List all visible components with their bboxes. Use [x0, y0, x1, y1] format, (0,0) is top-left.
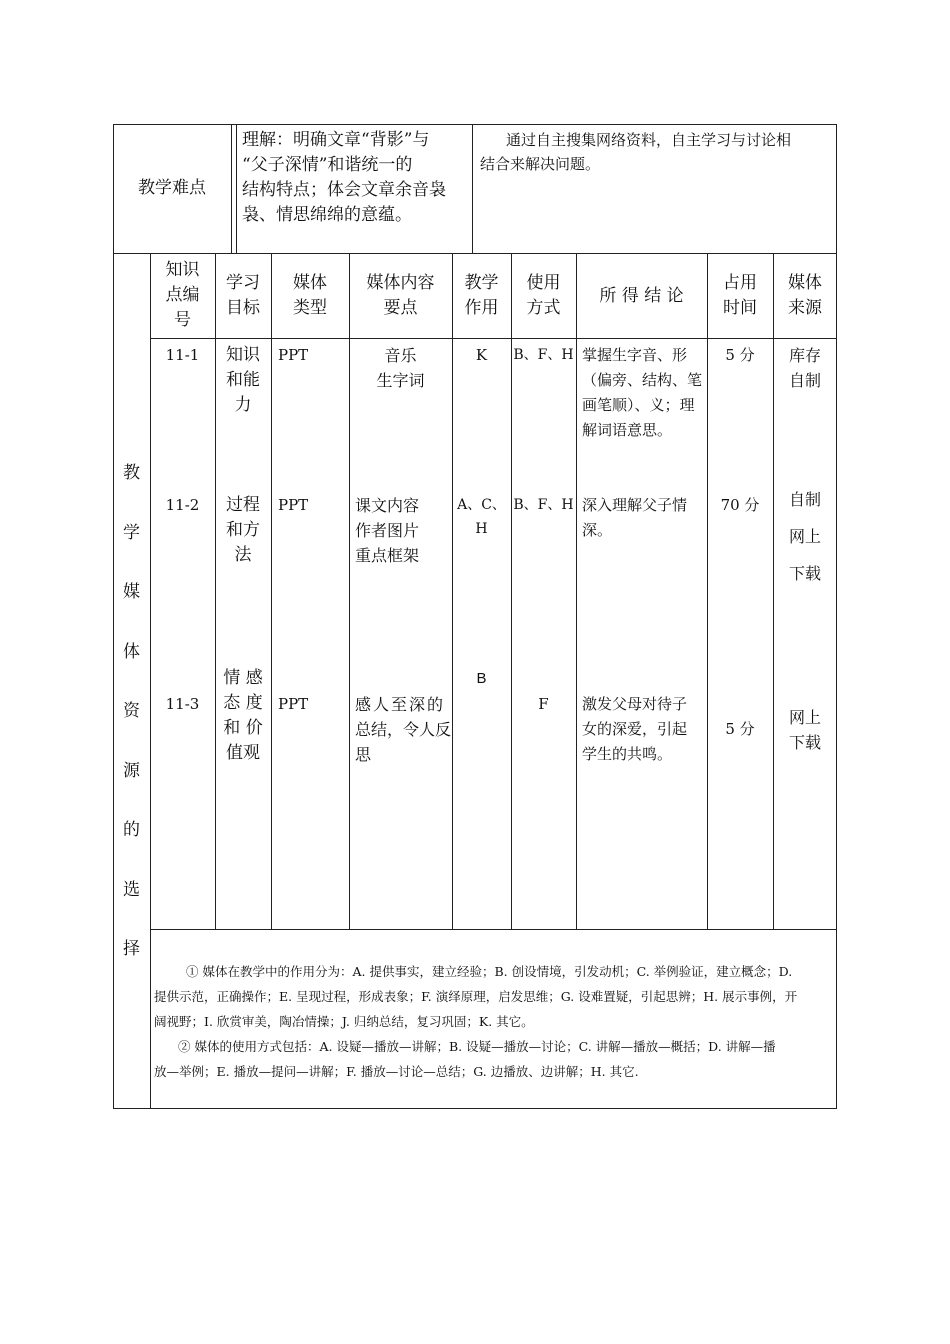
header-source	[773, 271, 837, 321]
note-line: 放—举例；E. 播放—提问—讲解；F. 播放—讨论—总结；G. 边播放、边讲解；H. 其它.	[154, 1064, 639, 1079]
method-line: 结合来解决问题。	[480, 155, 601, 173]
side-char: 资	[123, 701, 140, 721]
row1-source	[773, 343, 837, 393]
row1-time: 5 分	[725, 346, 755, 364]
row1-no: 11-1	[165, 346, 200, 364]
header-conclusion: 所 得 结 论	[599, 286, 684, 306]
cell-line: 和能	[226, 370, 260, 390]
cell-line: 网上	[788, 708, 821, 727]
cell-line: 感人至深的	[355, 695, 446, 714]
notes-divider	[150, 929, 837, 930]
method-line: 通过自主搜集网络资料，自主学习与讨论相	[506, 131, 792, 149]
cell-line: 解词语意思。	[582, 421, 673, 439]
header-line: 教学	[464, 273, 499, 293]
difficulty-label: 教学难点	[138, 178, 206, 198]
row2-no: 11-2	[165, 496, 200, 514]
cell-line: 女的深爱，引起	[582, 720, 688, 738]
cell-line: 自制	[788, 371, 821, 390]
difficulty-method	[480, 128, 832, 176]
difficulty-line: 袅、情思绵绵的意蕴。	[242, 205, 412, 225]
cell-line: 深。	[582, 521, 613, 539]
row2-time: 70 分	[720, 496, 760, 514]
header-teaching-role	[452, 271, 511, 321]
cell-line: 激发父母对待子	[582, 695, 688, 713]
cell-line: 掌握生字音、形	[582, 346, 688, 364]
cell-line: 思	[355, 745, 372, 764]
difficulty-line: 理解：明确文章“背影”与	[242, 130, 430, 150]
cell-line: 生字词	[376, 371, 425, 390]
row3-content	[355, 692, 451, 767]
cell-line: 力	[234, 395, 252, 415]
col-divider-a	[231, 124, 232, 253]
col-divider	[271, 253, 272, 929]
row2-conclusion	[582, 493, 706, 543]
header-knowledge-no	[150, 258, 215, 333]
cell-line: 下载	[788, 733, 821, 752]
header-line: 目标	[226, 298, 260, 318]
row3-source	[773, 705, 837, 755]
header-line: 作用	[464, 298, 499, 318]
cell-line: 态 度	[223, 693, 263, 713]
row3-no: 11-3	[165, 695, 200, 713]
side-char: 媒	[123, 582, 140, 602]
cell-line: 下载	[788, 564, 821, 583]
header-line: 媒体	[293, 273, 327, 293]
row1-goal	[215, 343, 271, 418]
difficulty-content	[242, 128, 470, 228]
side-char: 择	[123, 939, 140, 959]
row1-role: K	[475, 346, 488, 364]
row2-type: PPT	[278, 496, 309, 514]
row1-conclusion	[582, 343, 706, 443]
side-char: 体	[123, 641, 140, 662]
row3-conclusion	[582, 692, 706, 767]
header-line: 来源	[788, 298, 822, 318]
header-line: 媒体	[788, 273, 822, 293]
row2-usage: B、F、H	[513, 497, 574, 513]
side-char: 选	[123, 879, 140, 900]
side-char: 源	[123, 760, 140, 781]
header-media-content	[349, 271, 452, 321]
row3-goal	[215, 666, 271, 766]
header-line: 时间	[723, 298, 757, 318]
header-line: 占用	[723, 273, 757, 293]
cell-line: 学生的共鸣。	[582, 745, 673, 763]
side-char: 学	[123, 522, 140, 543]
header-line: 学习	[226, 273, 260, 293]
header-line: 类型	[293, 298, 327, 318]
col-divider-b	[236, 124, 237, 253]
cell-line: 自制	[788, 490, 821, 509]
row1-content	[349, 343, 452, 393]
cell-line: 情 感	[223, 668, 263, 688]
header-line: 知识	[165, 260, 200, 280]
notes-block	[154, 959, 834, 1084]
header-line: 号	[174, 310, 191, 330]
header-time	[707, 271, 773, 321]
row3-usage: F	[538, 695, 549, 713]
col-divider	[576, 253, 577, 929]
row3-time: 5 分	[725, 720, 755, 738]
note-line: ② 媒体的使用方式包括：A. 设疑—播放—讲解；B. 设疑—播放—讨论；C. 讲解—播放—概括；D. 讲解—播	[178, 1039, 776, 1054]
note-line: 提供示范，正确操作；E. 呈现过程，形成表象；F. 演绎原理，启发思维；G. 设难置疑，引起思辨；H. 展示事例，开	[154, 989, 798, 1004]
header-media-type	[271, 271, 349, 321]
cell-line: 总结，令人反	[355, 720, 452, 739]
cell-line: 网上	[788, 527, 821, 546]
row2-goal	[215, 493, 271, 568]
row1-type: PPT	[278, 346, 309, 364]
header-line: 要点	[383, 298, 418, 318]
cell-line: 和方	[226, 520, 260, 540]
cell-line: 库存	[788, 346, 821, 365]
difficulty-line: “父子深情”和谐统一的	[242, 155, 413, 175]
cell-line: 过程	[226, 495, 260, 515]
cell-line: 课文内容	[355, 496, 420, 515]
header-line: 方式	[526, 298, 561, 318]
cell-line: 深入理解父子情	[582, 496, 688, 514]
row2-role: A、C、H	[457, 497, 506, 537]
row3-type: PPT	[278, 695, 309, 713]
row2-content	[355, 493, 451, 568]
note-line: ① 媒体在教学中的作用分为：A. 提供事实，建立经验；B. 创设情境，引发动机；C. 举例验证，建立概念；D.	[186, 964, 793, 979]
header-goal	[215, 271, 271, 321]
row2-source	[773, 481, 837, 592]
cell-line: 值观	[226, 743, 260, 763]
side-char: 的	[123, 820, 140, 840]
cell-line: 重点框架	[355, 546, 420, 565]
header-line: 点编	[165, 285, 200, 305]
side-char: 教	[123, 463, 140, 483]
difficulty-line: 结构特点；体会文章余音袅	[242, 180, 446, 200]
header-usage	[511, 271, 576, 321]
header-line: 使用	[526, 273, 561, 293]
col-divider-c	[472, 124, 473, 253]
side-label	[113, 458, 150, 994]
cell-line: 作者图片	[355, 521, 420, 540]
cell-line: （偏旁、结构、笔	[582, 371, 703, 389]
cell-line: 知识	[226, 345, 260, 365]
header-line: 媒体内容	[366, 273, 435, 293]
cell-line: 音乐	[384, 346, 417, 365]
header-divider	[150, 338, 837, 339]
row1-usage: B、F、H	[513, 347, 574, 363]
cell-line: 和 价	[223, 718, 263, 738]
cell-line: 法	[234, 545, 252, 565]
side-col-divider	[150, 253, 151, 1109]
row3-role: B	[476, 670, 487, 687]
row-divider-top	[113, 253, 837, 254]
cell-line: 画笔顺）、义；理	[582, 396, 695, 414]
note-line: 阔视野；I. 欣赏审美，陶冶情操；J. 归纳总结，复习巩固；K. 其它。	[154, 1014, 534, 1029]
